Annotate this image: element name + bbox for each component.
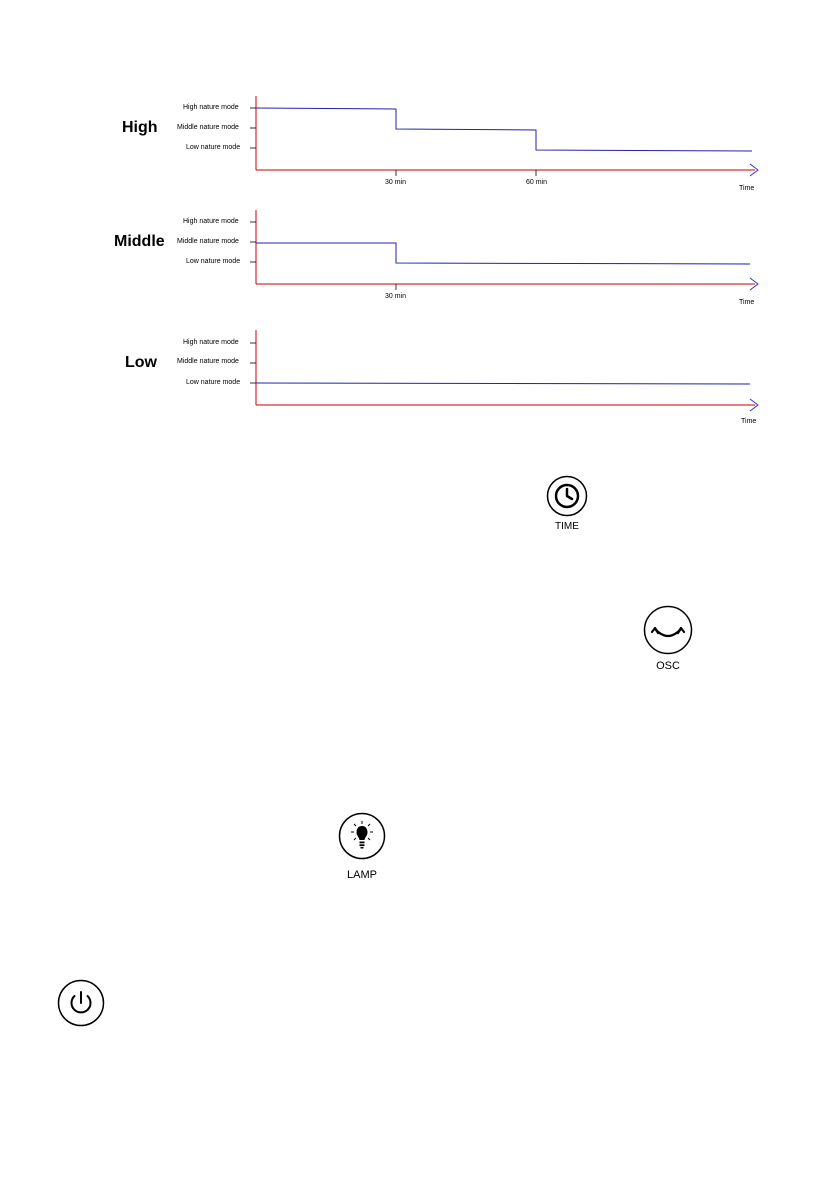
x-tick-label: 30 min: [385, 293, 407, 300]
mode-label-low: Low: [125, 354, 157, 371]
power-icon: [57, 979, 105, 1027]
chart-middle: [250, 210, 758, 290]
chart-high: [250, 96, 758, 176]
y-level-label: High nature mode: [183, 104, 239, 111]
osc-button-label: OSC: [656, 660, 680, 672]
x-axis-arrow: [750, 278, 758, 290]
y-level-label: Middle nature mode: [177, 238, 239, 245]
y-level-label: Middle nature mode: [177, 358, 239, 365]
mode-step-line: [256, 108, 752, 151]
mode-label-middle: Middle: [114, 233, 165, 250]
x-axis-label: Time: [739, 299, 755, 306]
oscillation-icon: [643, 605, 693, 655]
y-level-label: High nature mode: [183, 339, 239, 346]
clock-icon: [546, 475, 588, 517]
y-level-label: Middle nature mode: [177, 124, 239, 131]
y-level-label: High nature mode: [183, 218, 239, 225]
y-level-label: Low nature mode: [186, 258, 241, 265]
time-button-label: TIME: [555, 521, 579, 532]
mode-step-line: [256, 243, 750, 264]
x-axis-arrow: [750, 399, 758, 411]
osc-button[interactable]: [643, 605, 693, 655]
mode-label-high: High: [122, 119, 158, 136]
y-level-label: Low nature mode: [186, 144, 241, 151]
y-level-label: Low nature mode: [186, 379, 241, 386]
x-tick-label: 30 min: [385, 179, 407, 186]
x-axis-label: Time: [741, 418, 757, 425]
x-tick-label: 60 min: [526, 179, 548, 186]
lamp-button[interactable]: [338, 812, 386, 860]
power-button[interactable]: [57, 979, 105, 1027]
x-axis-arrow: [750, 164, 758, 176]
chart-low: [250, 330, 758, 411]
lamp-button-label: LAMP: [347, 869, 377, 881]
lightbulb-icon: [338, 812, 386, 860]
time-button[interactable]: [546, 475, 588, 517]
x-axis-label: Time: [739, 185, 755, 192]
mode-step-line: [256, 383, 750, 384]
